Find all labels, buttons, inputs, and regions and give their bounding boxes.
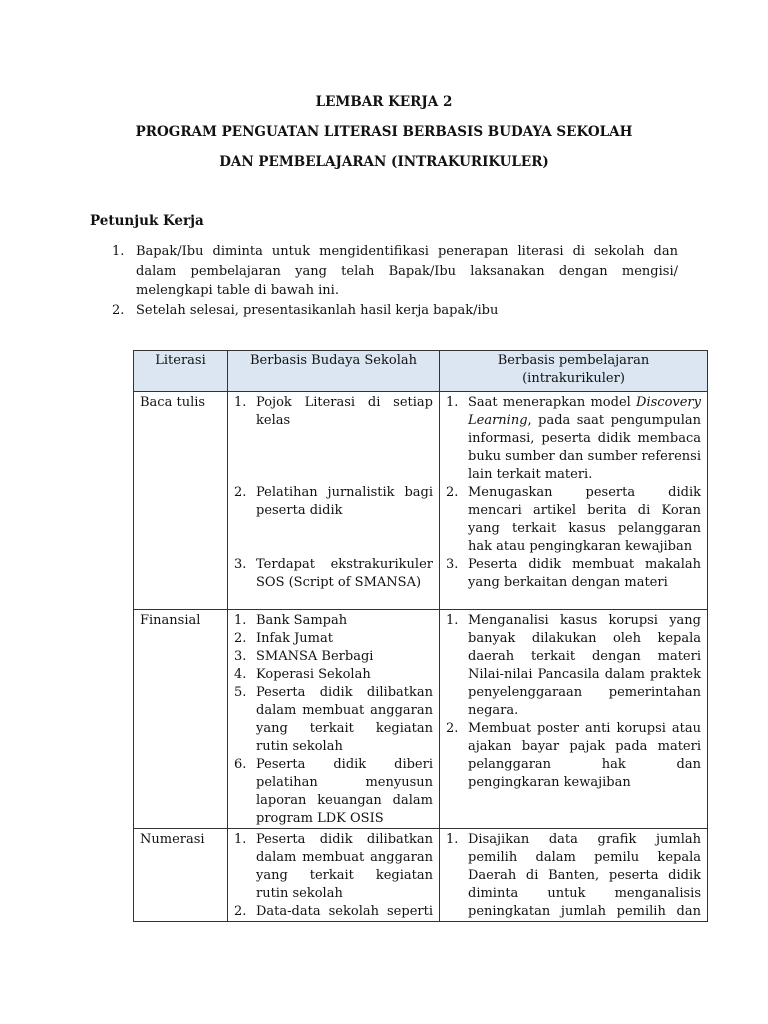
item-text [468, 394, 701, 484]
item-text: Disajikan data grafik jumlah pemilih dalam pemilu kepala Daerah di Banten, peserta didik diminta untuk menganalisis peningkatan jumlah pemilih dan [468, 832, 701, 919]
table-row [134, 610, 708, 829]
item-number: 3. [234, 649, 247, 664]
instruction-number: 1. [112, 244, 125, 259]
header-school-culture: Berbasis Budaya Sekolah [228, 351, 440, 392]
list-item [446, 720, 701, 792]
item-number: 2. [234, 485, 247, 500]
item-text: Pojok Literasi di setiap kelas [256, 395, 433, 428]
item-number: 3. [446, 557, 459, 572]
category-cell: Baca tulis [134, 392, 228, 610]
learning-cell [440, 392, 708, 610]
instruction-text: Setelah selesai, presentasikanlah hasil kerja bapak/ibu [136, 302, 499, 318]
program-subtitle: DAN PEMBELAJARAN (INTRAKURIKULER) [219, 154, 549, 170]
header-learning: Berbasis pembelajaran (intrakurikuler) [440, 351, 708, 392]
program-title: PROGRAM PENGUATAN LITERASI BERBASIS BUDAYA SEKOLAH [135, 124, 633, 140]
list-item [234, 556, 433, 592]
list-item [234, 612, 433, 630]
item-text: SMANSA Berbagi [256, 649, 374, 664]
item-text: Pelatihan jurnalistik bagi peserta didik [256, 485, 433, 518]
list-item [234, 756, 433, 828]
worksheet-title: LEMBAR KERJA 2 [315, 94, 453, 110]
item-text: Menugaskan peserta didik mencari artikel berita di Koran yang terkait kasus pelanggaran hak atau pengingkaran kewajiban [468, 485, 701, 554]
item-text: Data-data sekolah seperti [256, 904, 433, 919]
item-text-part: Saat menerapkan model [468, 395, 637, 410]
table-row [134, 829, 708, 922]
item-text-part: , pada saat pengumpulan informasi, peserta didik membaca buku sumber dan sumber referensi lain terkait materi. [468, 413, 701, 482]
list-item [234, 903, 433, 921]
category-cell: Finansial [134, 610, 228, 829]
item-number: 3. [234, 557, 247, 572]
item-text: Koperasi Sekolah [256, 667, 371, 682]
item-number: 1. [234, 613, 247, 628]
list-item [446, 556, 701, 592]
item-text: Membuat poster anti korupsi atau ajakan bayar pajak pada materi pelanggaran hak dan pengingkaran kewajiban [468, 721, 701, 790]
item-number: 6. [234, 757, 247, 772]
model-name: Discovery Learning [468, 395, 701, 428]
list-item [234, 648, 433, 666]
instruction-number: 2. [112, 302, 125, 318]
item-number: 1. [446, 613, 459, 628]
item-number: 4. [234, 667, 247, 682]
header-literasi: Literasi [134, 351, 228, 392]
item-number: 2. [234, 904, 247, 919]
instruction-item [112, 301, 678, 321]
item-number: 1. [234, 395, 247, 410]
list-item [446, 484, 701, 556]
list-item [234, 684, 433, 756]
item-number: 1. [446, 395, 459, 410]
list-item [234, 666, 433, 684]
list-item [446, 394, 701, 484]
learning-cell [440, 829, 708, 922]
item-text: Peserta didik membuat makalah yang berkaitan dengan materi [468, 557, 701, 590]
school-cell [228, 610, 440, 829]
instructions-list [112, 242, 678, 320]
list-item [446, 612, 701, 720]
instructions-heading: Petunjuk Kerja [90, 213, 204, 229]
item-number: 2. [446, 721, 459, 736]
item-text: Menganalisi kasus korupsi yang banyak dilakukan oleh kepala daerah terkait dengan materi Nilai-nilai Pancasila dalam praktek penyelenggaraan pemerintahan negara. [468, 613, 701, 718]
instruction-text: Bapak/Ibu diminta untuk mengidentifikasi penerapan literasi di sekolah dan dalam pembelajaran yang telah Bapak/Ibu laksanakan dengan mengisi/ melengkapi table di bawah ini. [136, 244, 678, 298]
list-item [446, 831, 701, 921]
learning-cell [440, 610, 708, 829]
list-item [234, 484, 433, 520]
item-text: Bank Sampah [256, 613, 348, 628]
list-item [234, 630, 433, 648]
item-text: Peserta didik diberi pelatihan menyusun laporan keuangan dalam program LDK OSIS [256, 757, 433, 826]
item-number: 1. [234, 832, 247, 847]
list-item [234, 831, 433, 903]
table-header-row [134, 351, 708, 392]
instruction-item [112, 242, 678, 301]
item-text: Infak Jumat [256, 631, 333, 646]
item-number: 2. [234, 631, 247, 646]
table-row [134, 392, 708, 610]
literacy-table [133, 350, 708, 922]
item-number: 5. [234, 685, 247, 700]
category-cell: Numerasi [134, 829, 228, 922]
item-number: 2. [446, 485, 459, 500]
item-text: Peserta didik dilibatkan dalam membuat anggaran yang terkait kegiatan rutin sekolah [256, 832, 433, 901]
list-item [234, 394, 433, 430]
item-text: Terdapat ekstrakurikuler SOS (Script of SMANSA) [256, 557, 433, 590]
school-cell [228, 829, 440, 922]
item-number: 1. [446, 832, 459, 847]
school-cell [228, 392, 440, 610]
item-text: Peserta didik dilibatkan dalam membuat anggaran yang terkait kegiatan rutin sekolah [256, 685, 433, 754]
